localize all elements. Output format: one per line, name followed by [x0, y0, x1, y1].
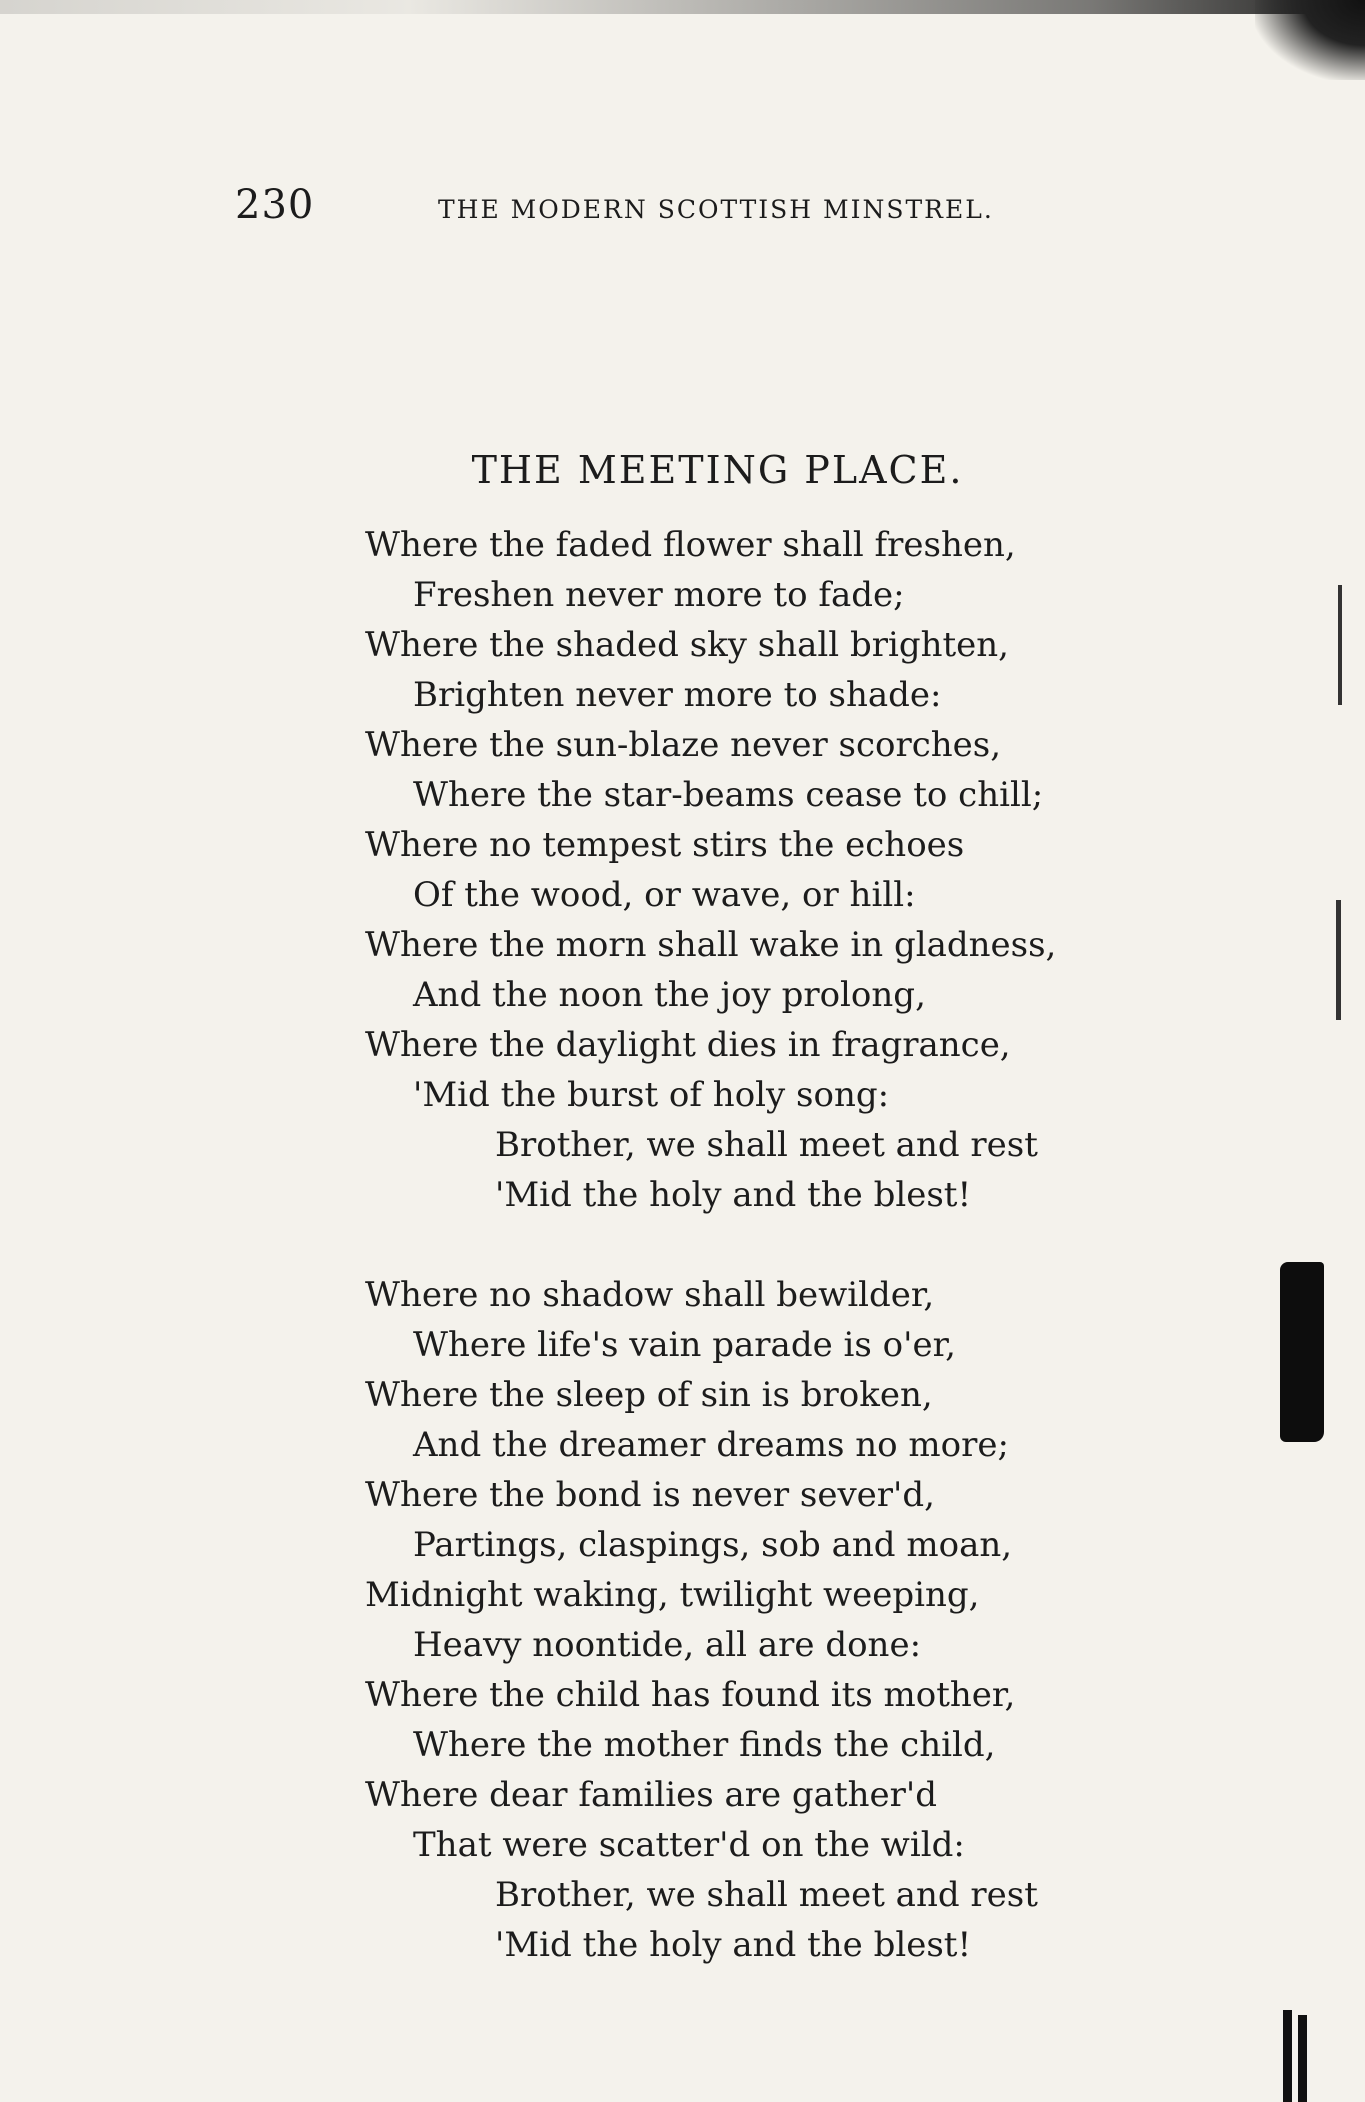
poem-line: Freshen never more to fade; [413, 575, 905, 615]
poem-line: And the dreamer dreams no more; [413, 1425, 1009, 1465]
poem-line: Where life's vain parade is o'er, [413, 1325, 956, 1365]
poem-line: Where the star-beams cease to chill; [413, 775, 1044, 815]
scan-mark [1336, 900, 1341, 1020]
stanza-break [365, 1220, 1056, 1270]
poem-line: Where dear families are gather'd [365, 1775, 937, 1815]
scan-edge-shadow [0, 0, 1365, 14]
poem-line: Where the shaded sky shall brighten, [365, 625, 1009, 665]
scan-mark [1338, 585, 1342, 705]
poem-refrain-line: 'Mid the holy and the blest! [495, 1925, 972, 1965]
poem-line: Where the mother finds the child, [413, 1725, 996, 1765]
poem-line: Where no tempest stirs the echoes [365, 825, 965, 865]
scan-mark [1283, 2010, 1292, 2102]
poem-line: Midnight waking, twilight weeping, [365, 1575, 980, 1615]
poem-title-text: THE MEETING PLACE. [471, 448, 964, 492]
poem-line: Where no shadow shall bewilder, [365, 1275, 935, 1315]
page-header [0, 175, 1365, 235]
scan-blot [1280, 1262, 1324, 1442]
scan-mark [1298, 2015, 1307, 2102]
poem-line: Where the child has found its mother, [365, 1675, 1016, 1715]
poem-line: That were scatter'd on the wild: [413, 1825, 965, 1865]
poem-line: Heavy noontide, all are done: [413, 1625, 922, 1665]
poem-line: Where the sleep of sin is broken, [365, 1375, 933, 1415]
poem-body [365, 520, 1056, 1970]
poem-refrain-line: Brother, we shall meet and rest [495, 1875, 1038, 1915]
poem-title [0, 445, 1365, 495]
poem-line: Of the wood, or wave, or hill: [413, 875, 916, 915]
poem-line: And the noon the joy prolong, [413, 975, 926, 1015]
poem-line: Brighten never more to shade: [413, 675, 942, 715]
poem-line: Where the morn shall wake in gladness, [365, 925, 1057, 965]
page-number: 230 [235, 182, 315, 228]
scan-corner-shadow [1255, 0, 1365, 80]
poem-line: Where the bond is never sever'd, [365, 1475, 935, 1515]
poem-line: Where the daylight dies in fragrance, [365, 1025, 1011, 1065]
poem-line: Where the faded flower shall freshen, [365, 525, 1016, 565]
running-title: THE MODERN SCOTTISH MINSTREL. [438, 195, 994, 224]
poem-refrain-line: Brother, we shall meet and rest [495, 1125, 1038, 1165]
poem-line: Partings, claspings, sob and moan, [413, 1525, 1013, 1565]
poem-line: 'Mid the burst of holy song: [413, 1075, 890, 1115]
poem-refrain-line: 'Mid the holy and the blest! [495, 1175, 972, 1215]
poem-line: Where the sun-blaze never scorches, [365, 725, 1002, 765]
